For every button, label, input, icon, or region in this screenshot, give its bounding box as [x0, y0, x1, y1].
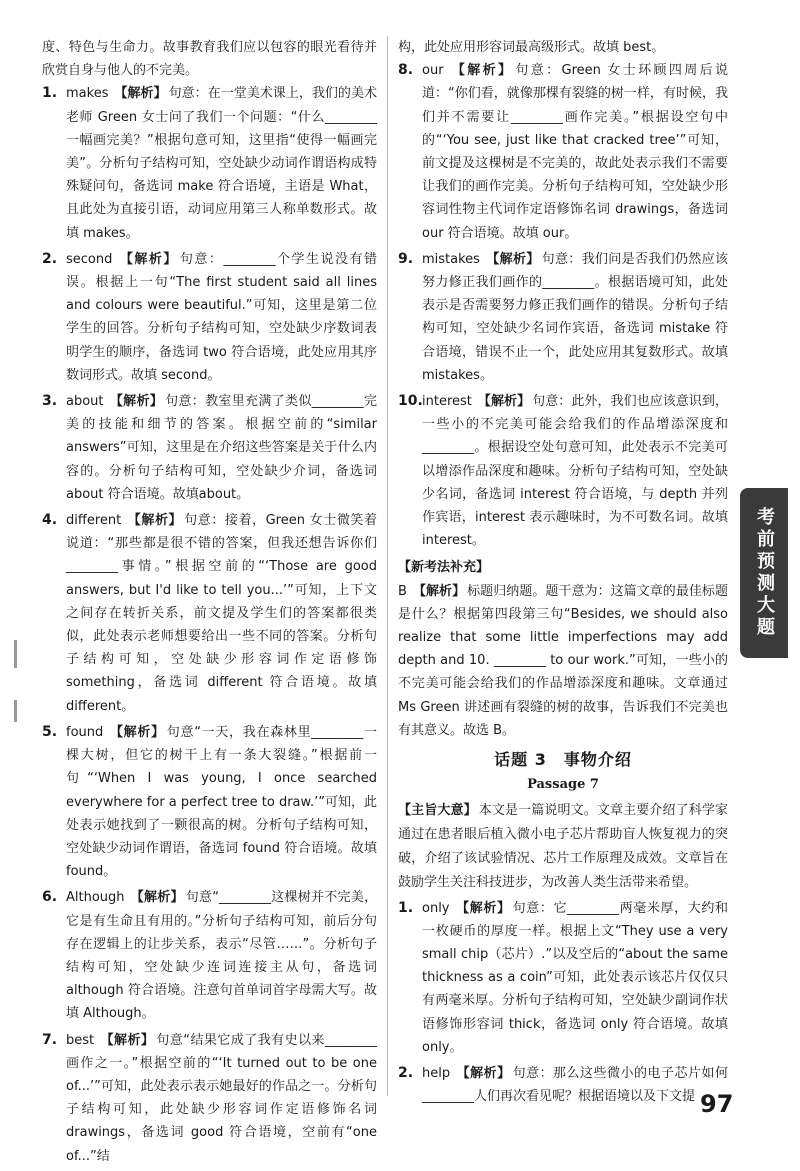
- item-text: 句意：Green 女士环顾四周后说道：“你们看，就像那棵有裂缝的树一样，有时候，我们并不需要让________画作完美。”根据设空句中的“‘You see, just like that cracked tree’”可知，前文提及这棵树是不完美的，故此处表示我们不需要让我们的画作完美。分析句子结构可知，空处缺少形容词性物主代词作定语修饰名词 drawings，备选词 our 符合语境。故填 our。: [422, 63, 728, 241]
- item-answer: best: [66, 1032, 95, 1048]
- item-answer: mistakes: [422, 251, 480, 267]
- item-body: [66, 509, 377, 718]
- answer-item: [42, 1029, 377, 1168]
- item-body: [66, 248, 377, 387]
- item-tag: 【解析】: [449, 63, 514, 79]
- supplement-tag: 【解析】: [412, 583, 466, 599]
- item-text: 句意：那么这些微小的电子芯片如何________人们再次看见呢？根据语境以及下文提: [422, 1065, 728, 1105]
- right-column: [398, 36, 728, 1111]
- item-answer: found: [66, 724, 104, 740]
- item-text: 句意“一天，我在森林里________一棵大树，但它的树干上有一条大裂缝。”根据前一句“‘When I was young, I once searched everywhere for a perfect tree to draw.’”可知，此处表示她找到了一颗很高的树。分析句子结构可知，空处缺少动词作谓语，备选词 found 符合语境。故填 found。: [66, 724, 377, 880]
- item-number: 6.: [42, 889, 58, 906]
- item-tag: 【解析】: [100, 1032, 155, 1048]
- item-body: [422, 248, 728, 387]
- item-body: [66, 390, 377, 506]
- right-intro: 构，此处应用形容词最高级形式。故填 best。: [398, 40, 665, 55]
- supplement-body: [398, 580, 728, 742]
- item-tag: 【解析】: [109, 394, 164, 410]
- item-text: 句意：接着，Green 女士微笑着说道：“那些都是很不错的答案，但我还想告诉你们________事情。”根据空前的“‘Those are good answers, but I'd like to tell you...’”可知，上下文之间存在转折关系，前文提及学生们的答案都很类似，此处表示老师想要给出一些不同的答案。分析句子结构可知，空处缺少形容词作定语修饰 something，备选词 different 符合语境。故填 different。: [66, 513, 377, 714]
- item-number: 2.: [42, 250, 58, 267]
- item-answer: makes: [66, 86, 109, 102]
- answer-item: [398, 59, 728, 245]
- left-column: [42, 36, 377, 1171]
- item-tag: 【解析】: [118, 251, 178, 267]
- answer-item: [42, 82, 377, 244]
- item-body: [66, 1029, 377, 1168]
- item-tag: 【解析】: [485, 251, 540, 267]
- item-text: 句意“结果它成了我有史以来________画作之一。”根据空前的“‘It turned out to be one of...’”可知，此处表示表示她最好的作品之一。分析句子结构可知，此处缺少形容词作定语修饰名词 drawings，备选词 good 符合语境，空前有“one of...”结: [66, 1032, 377, 1164]
- item-text: 句意：教室里充满了类似________完美的技能和细节的答案。根据空前的“similar answers”可知，这里是在介绍这些答案是关于什么内容的。分析句子结构可知，空处缺少介词，备选词 about 符合语境。故填about。: [66, 394, 377, 502]
- item-text: 句意：它________两毫米厚，大约和一枚硬币的厚度一样。根据上文“They use a very small chip（芯片）.”以及空后的“about the same thickness as a coin”可知，此处表示该芯片仅仅只有两毫米厚。分析句子结构可知，空处缺少副词作状语修饰形容词 thick，备选词 only 符合语境。故填 only。: [422, 900, 728, 1055]
- item-answer: about: [66, 394, 104, 410]
- topic-title: 话题 3 事物介绍: [494, 750, 632, 770]
- item-text: 句意：我们问是否我们仍然应该努力修正我们画作的________。根据语境可知，此处表示是否需要努力修正我们画作的错误。分析句子结构可知，空处缺少名词作宾语，备选词 mistake 符合语境，错误不止一个，此处应用其复数形式。故填 mistakes。: [422, 251, 728, 383]
- item-answer: only: [422, 900, 450, 916]
- answer-item: [398, 248, 728, 387]
- item-tag: 【解析】: [455, 900, 511, 916]
- item-answer: interest: [422, 394, 472, 410]
- item-number: 5.: [42, 723, 58, 740]
- item-number: 9.: [398, 250, 414, 267]
- item-number: 2.: [398, 1064, 414, 1081]
- supplement-section: [398, 556, 728, 742]
- item-body: [66, 82, 377, 244]
- left-items: [42, 82, 377, 1167]
- item-tag: 【解析】: [127, 513, 183, 529]
- item-number: 10.: [398, 393, 423, 410]
- item-number: 8.: [398, 62, 414, 79]
- item-tag: 【解析】: [477, 394, 531, 410]
- item-text: 句意：此外，我们也应该意识到，一些小的不完美可能会给我们的作品增添深度和________。根据设空处句意可知，此处表示不完美可以增添作品深度和趣味。分析句子结构可知，空处缺少名词，备选词 interest 符合语境，与 depth 并列作宾语，interest 表示趣味时，为不可数名词。故填 interest。: [422, 394, 728, 549]
- passage-items: [398, 897, 728, 1109]
- margin-mark: [14, 640, 17, 668]
- answer-item: [42, 509, 377, 718]
- item-tag: 【解析】: [130, 890, 184, 906]
- supplement-answer: B: [398, 583, 407, 599]
- right-items: [398, 59, 728, 552]
- item-body: [422, 59, 728, 245]
- sidebar-tab[interactable]: [740, 488, 788, 658]
- margin-mark: [14, 700, 17, 722]
- item-answer: help: [422, 1065, 451, 1081]
- summary-text: 本文是一篇说明文。文章主要介绍了科学家通过在患者眼后植入微小电子芯片帮助盲人恢复视力的突破，介绍了该试验情况、芯片工作原理及成效。文章旨在鼓励学生关注科技进步，为改善人类生活带来希望。: [398, 802, 728, 890]
- answer-item: [398, 390, 728, 552]
- column-divider: [387, 36, 388, 1096]
- supplement-heading: 【新考法补充】: [398, 560, 490, 576]
- item-text: 句意：在一堂美术课上，我们的美术老师 Green 女士问了我们一个问题：“什么________一幅画完美？”根据句意可知，这里指“使得一幅画完美”。分析句子结构可知，空处缺少动词作谓语构成特殊疑问句，备选词 make 符合语境，主语是 What，且此处为直接引语，动词应用第三人称单数形式。故填 makes。: [66, 86, 377, 241]
- item-body: [422, 1062, 728, 1108]
- answer-item: [42, 248, 377, 387]
- answer-item: [398, 897, 728, 1059]
- supplement-text: 标题归纳题。题干意为：这篇文章的最佳标题是什么？根据第四段第三句“Besides, we should also realize that some little imperfections may add depth and 10. ________ to our work.”可知，一些小的不完美可能会给我们的作品增添深度和趣味。文章通过 Ms Green 讲述画有裂缝的树的故事，告诉我们不完美也有其意义。故选 B。: [398, 583, 728, 738]
- item-body: [422, 390, 728, 552]
- page-number: 97: [700, 1090, 734, 1118]
- item-tag: 【解析】: [109, 724, 165, 740]
- item-body: [66, 886, 377, 1025]
- item-number: 4.: [42, 512, 58, 529]
- item-answer: Although: [66, 890, 125, 906]
- item-number: 7.: [42, 1031, 58, 1048]
- item-text: 句意“________这棵树并不完美，它是有生命且有用的。”分析句子结构可知，前后分句存在逻辑上的让步关系，表示“尽管……”。分析句子结构可知，空处缺少连词连接主从句，备选词 although 符合语境。注意句首单词首字母需大写。故填 Although。: [66, 890, 377, 1022]
- item-answer: different: [66, 513, 122, 529]
- item-text: 句意：________个学生说没有错误。根据上一句“The first student said all lines and colours were beautiful.”可知，这里是第二位学生的回答。分析句子结构可知，空处缺少序数词表明学生的顺序，备选词 two 符合语境，此处应用其序数词形式。故填 second。: [66, 251, 377, 383]
- sidebar-tab-label: 考前预测大题: [754, 507, 775, 639]
- item-tag: 【解析】: [456, 1065, 511, 1081]
- summary-heading: 【主旨大意】: [398, 802, 477, 818]
- answer-item: [42, 390, 377, 506]
- item-answer: second: [66, 251, 113, 267]
- summary: [398, 799, 728, 895]
- item-tag: 【解析】: [114, 86, 167, 102]
- item-number: 1.: [42, 85, 58, 102]
- item-body: [66, 721, 377, 883]
- item-number: 3.: [42, 393, 58, 410]
- passage-label: Passage 7: [527, 777, 599, 793]
- answer-item: [398, 1062, 728, 1108]
- item-body: [422, 897, 728, 1059]
- item-number: 1.: [398, 899, 414, 916]
- answer-item: [42, 721, 377, 883]
- left-intro: 度、特色与生命力。故事教育我们应以包容的眼光看待并欣赏自身与他人的不完美。: [42, 40, 377, 79]
- item-answer: our: [422, 63, 444, 79]
- answer-item: [42, 886, 377, 1025]
